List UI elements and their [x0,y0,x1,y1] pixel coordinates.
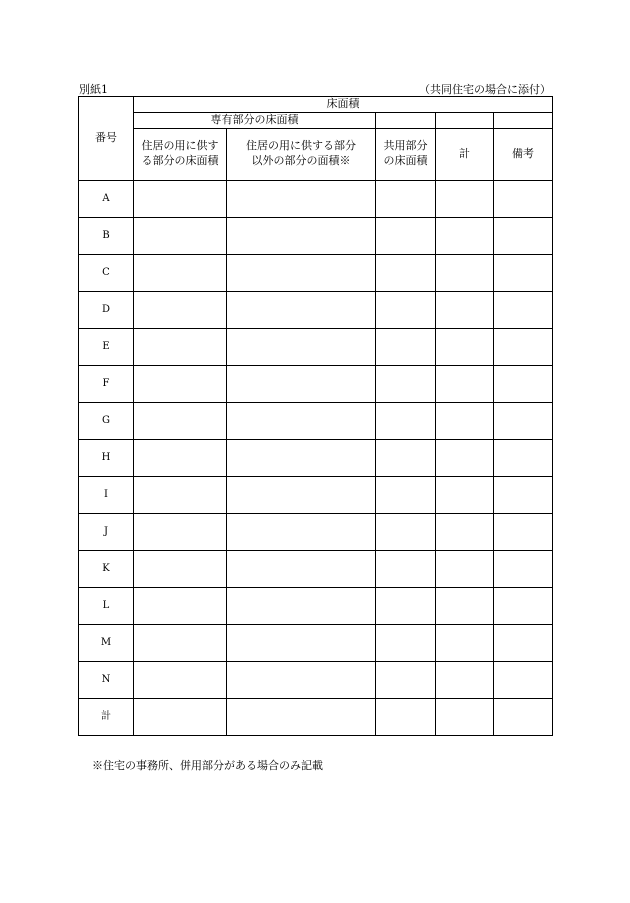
common-area-cell[interactable] [376,328,436,365]
residential-area-cell[interactable] [134,624,227,661]
non-residential-area-cell[interactable] [227,402,376,439]
table-row [79,328,553,365]
residential-area-cell[interactable] [134,661,227,698]
total-cell[interactable] [436,254,494,291]
common-area-cell[interactable] [376,476,436,513]
table-row [79,439,553,476]
table-row [79,587,553,624]
residential-area-cell[interactable] [134,328,227,365]
common-area-cell[interactable] [376,291,436,328]
table-row [79,217,553,254]
total-cell[interactable] [436,328,494,365]
row-number-cell: M [79,624,134,661]
table-row [79,624,553,661]
non-residential-area-cell[interactable] [227,513,376,550]
residential-area-cell[interactable] [134,217,227,254]
non-residential-area-cell[interactable] [227,439,376,476]
row-number-cell: J [79,513,134,550]
remarks-cell[interactable] [494,513,553,550]
common-area-cell[interactable] [376,365,436,402]
total-cell[interactable] [436,550,494,587]
row-number-cell: C [79,254,134,291]
attachment-condition: （共同住宅の場合に添付） [419,83,551,96]
common-area-cell[interactable] [376,550,436,587]
row-number-cell: E [79,328,134,365]
common-area-cell[interactable] [376,439,436,476]
residential-area-cell[interactable] [134,254,227,291]
total-cell[interactable] [436,217,494,254]
blank-header-cell [436,112,494,128]
non-residential-area-cell[interactable] [227,587,376,624]
total-cell[interactable] [436,180,494,217]
common-area-cell[interactable] [376,217,436,254]
non-residential-area-header: 住居の用に供する部分以外の部分の面積※ [227,128,376,180]
residential-area-cell[interactable] [134,476,227,513]
row-number-cell: B [79,217,134,254]
floor-area-table [78,96,553,736]
non-residential-area-cell[interactable] [227,624,376,661]
common-area-cell[interactable] [376,698,436,735]
remarks-cell[interactable] [494,476,553,513]
common-area-cell[interactable] [376,513,436,550]
residential-area-cell[interactable] [134,402,227,439]
total-cell[interactable] [436,476,494,513]
residential-area-cell[interactable] [134,587,227,624]
common-area-cell[interactable] [376,587,436,624]
table-row [79,550,553,587]
remarks-cell[interactable] [494,587,553,624]
total-header: 計 [436,128,494,180]
exclusive-area-header: 専有部分の床面積 [134,112,376,128]
blank-header-cell [494,112,553,128]
total-cell[interactable] [436,291,494,328]
row-number-cell: A [79,180,134,217]
table-row [79,513,553,550]
remarks-cell[interactable] [494,550,553,587]
common-area-cell[interactable] [376,402,436,439]
total-cell[interactable] [436,624,494,661]
remarks-cell[interactable] [494,328,553,365]
table-row [79,476,553,513]
total-cell[interactable] [436,587,494,624]
residential-area-cell[interactable] [134,180,227,217]
remarks-cell[interactable] [494,624,553,661]
residential-area-header: 住居の用に供する部分の床面積 [134,128,227,180]
table-row [79,291,553,328]
non-residential-area-cell[interactable] [227,661,376,698]
non-residential-area-cell[interactable] [227,291,376,328]
remarks-cell[interactable] [494,365,553,402]
remarks-cell[interactable] [494,402,553,439]
remarks-cell[interactable] [494,291,553,328]
remarks-cell[interactable] [494,254,553,291]
row-number-cell: L [79,587,134,624]
non-residential-area-cell[interactable] [227,698,376,735]
floor-area-header: 床面積 [134,97,553,113]
remarks-cell[interactable] [494,698,553,735]
total-cell[interactable] [436,439,494,476]
table-row [79,365,553,402]
row-number-cell: K [79,550,134,587]
table-row [79,661,553,698]
blank-header-cell [376,112,436,128]
table-row [79,180,553,217]
common-area-cell[interactable] [376,254,436,291]
remarks-cell[interactable] [494,217,553,254]
footnote: ※住宅の事務所、併用部分がある場合のみ記載 [92,759,323,772]
remarks-cell[interactable] [494,439,553,476]
remarks-header: 備考 [494,128,553,180]
remarks-cell[interactable] [494,180,553,217]
non-residential-area-cell[interactable] [227,365,376,402]
row-number-cell: D [79,291,134,328]
residential-area-cell[interactable] [134,439,227,476]
non-residential-area-cell[interactable] [227,217,376,254]
non-residential-area-cell[interactable] [227,254,376,291]
residential-area-cell[interactable] [134,513,227,550]
non-residential-area-cell[interactable] [227,328,376,365]
number-header: 番号 [79,97,134,181]
residential-area-cell[interactable] [134,550,227,587]
table-row [79,698,553,735]
non-residential-area-cell[interactable] [227,180,376,217]
remarks-cell[interactable] [494,661,553,698]
row-number-cell: N [79,661,134,698]
residential-area-cell[interactable] [134,365,227,402]
common-area-header: 共用部分の床面積 [376,128,436,180]
residential-area-cell[interactable] [134,291,227,328]
row-number-cell: F [79,365,134,402]
table-row [79,254,553,291]
total-cell[interactable] [436,698,494,735]
row-number-cell: H [79,439,134,476]
row-number-cell: 計 [79,698,134,735]
common-area-cell[interactable] [376,661,436,698]
attachment-label: 別紙1 [79,83,108,96]
table-row [79,402,553,439]
total-cell[interactable] [436,513,494,550]
non-residential-area-cell[interactable] [227,550,376,587]
residential-area-cell[interactable] [134,698,227,735]
total-cell[interactable] [436,402,494,439]
row-number-cell: I [79,476,134,513]
common-area-cell[interactable] [376,624,436,661]
total-cell[interactable] [436,661,494,698]
common-area-cell[interactable] [376,180,436,217]
non-residential-area-cell[interactable] [227,476,376,513]
total-cell[interactable] [436,365,494,402]
row-number-cell: G [79,402,134,439]
